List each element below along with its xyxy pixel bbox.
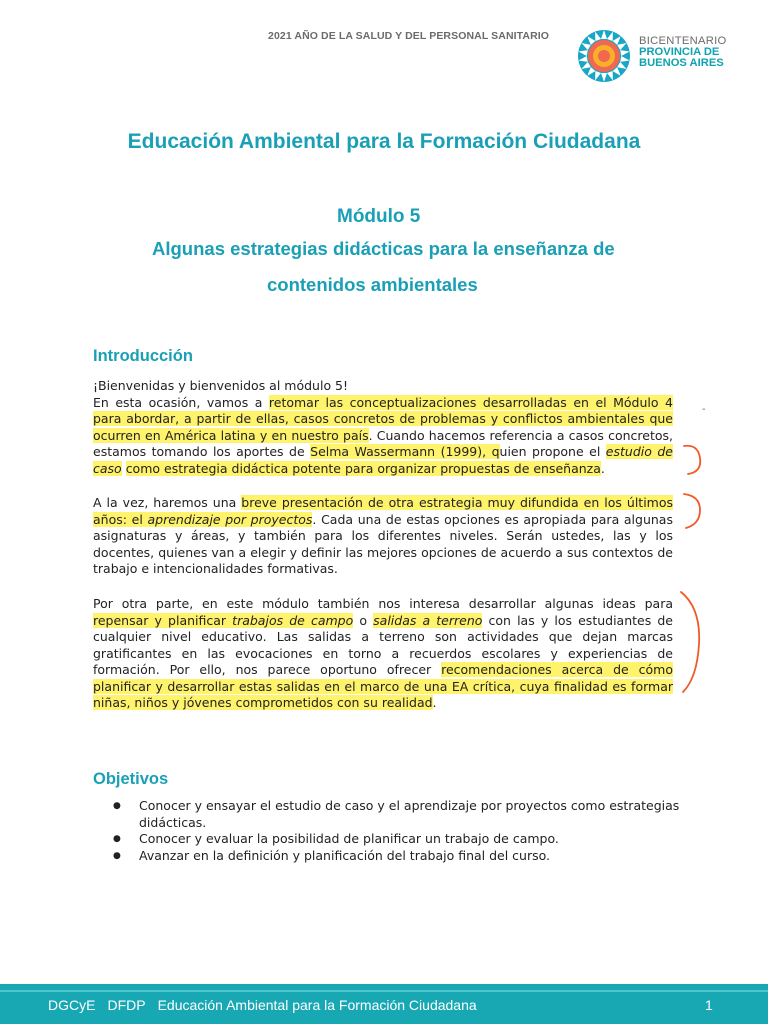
province-brand [639, 36, 727, 69]
highlight: recomendaciones acerca de cómo planificar y desarrollar estas salidas en el marco de una EA crítica, cuya finalidad es formar niñas, niños y jóvenes comprometidos con su realidad [93, 662, 673, 710]
text: . [600, 460, 605, 476]
document-title: Educación Ambiental para la Formación Ciudadana [127, 130, 641, 153]
highlight [373, 613, 482, 628]
stray-mark: - [702, 404, 706, 415]
module-subtitle-line-2: contenidos ambientales [267, 274, 478, 295]
page-number: 1 [705, 997, 713, 1013]
text: breve presentación de otra estrategia muy difundida en los últimos años: el [93, 495, 674, 527]
footer-org-2: DFDP [107, 997, 146, 1013]
sun-seal-icon [576, 28, 632, 84]
text: Por otra parte, en este módulo también nos interesa desarrollar algunas ideas para [93, 596, 673, 611]
highlight: retomar las conceptualizaciones desarrolladas en el Módulo 4 para abordar, a partir de ellas, casos concretos de problemas y conflictos ambientales que ocurren en América latina y en nuestro país [93, 394, 673, 443]
text: con las y los estudiantes de cualquier nivel educativo. Las salidas a terreno son actividades que dejan marcas gratificantes en las evocaciones en torno a recuerdos escolares y experiencias de formación. Por ello, nos parece oportuno ofrecer [93, 612, 673, 677]
brand-line-2: PROVINCIA DE [639, 46, 720, 58]
footer-course: Educación Ambiental para la Formación Ciudadana [157, 997, 477, 1013]
list-item: ● Avanzar en la definición y planificación del trabajo final del curso. [93, 848, 683, 865]
intro-paragraph-1 [93, 378, 673, 477]
text: uien propone el [499, 444, 606, 459]
text: o [353, 612, 374, 628]
module-number: Módulo 5 [337, 206, 421, 227]
objectives-list [93, 798, 683, 864]
text: En esta ocasión, vamos a [93, 394, 269, 410]
intro-paragraph-2 [93, 495, 673, 578]
annotation-bracket-1 [680, 440, 710, 480]
highlight [93, 613, 353, 628]
intro-paragraph-3 [93, 596, 673, 712]
highlight: como estrategia didáctica potente para organizar propuestas de enseñanza [125, 460, 601, 476]
text: A la vez, haremos una [93, 495, 242, 510]
brand-line-1: BICENTENARIO [639, 35, 727, 47]
list-item: ● Conocer y evaluar la posibilidad de planificar un trabajo de campo. [93, 831, 683, 848]
year-motto: 2021 AÑO DE LA SALUD Y DEL PERSONAL SANITARIO [268, 30, 550, 42]
text: . [432, 695, 437, 710]
text: . Cuando hacemos referencia a casos concretos, estamos tomando los aportes de [93, 427, 673, 459]
annotation-bracket-2 [680, 490, 710, 534]
emphasis: estudio de caso [93, 444, 673, 476]
greeting: ¡Bienvenidas y bienvenidos al módulo 5! [93, 378, 349, 393]
objectives-heading: Objetivos [93, 770, 169, 788]
emphasis: salidas a terreno [373, 612, 483, 628]
brand-line-3: BUENOS AIRES [639, 57, 724, 69]
footer-divider [0, 990, 768, 992]
list-item: ● Conocer y ensayar el estudio de caso y el aprendizaje por proyectos como estrategias didácticas. [93, 798, 683, 831]
footer-text [48, 997, 489, 1013]
emphasis: trabajos de campo [232, 612, 354, 628]
text: . Cada una de estas opciones es apropiada para algunas asignaturas y áreas, y también para los diferentes niveles. Serán ustedes, las y los docentes, quienes van a elegir y definir las mejores opciones de acuerdo a sus contextos de trabajo e intencionalidades formativas. [93, 511, 673, 576]
text: repensar y planificar [93, 612, 233, 628]
annotation-bracket-3 [675, 588, 705, 698]
module-subtitle-line-1: Algunas estrategias didácticas para la enseñanza de [152, 238, 615, 259]
highlight: Selma Wassermann (1999), q [310, 444, 500, 459]
intro-heading: Introducción [93, 347, 193, 365]
emphasis: aprendizaje por proyectos [147, 511, 313, 527]
footer-org-1: DGCyE [48, 997, 96, 1013]
